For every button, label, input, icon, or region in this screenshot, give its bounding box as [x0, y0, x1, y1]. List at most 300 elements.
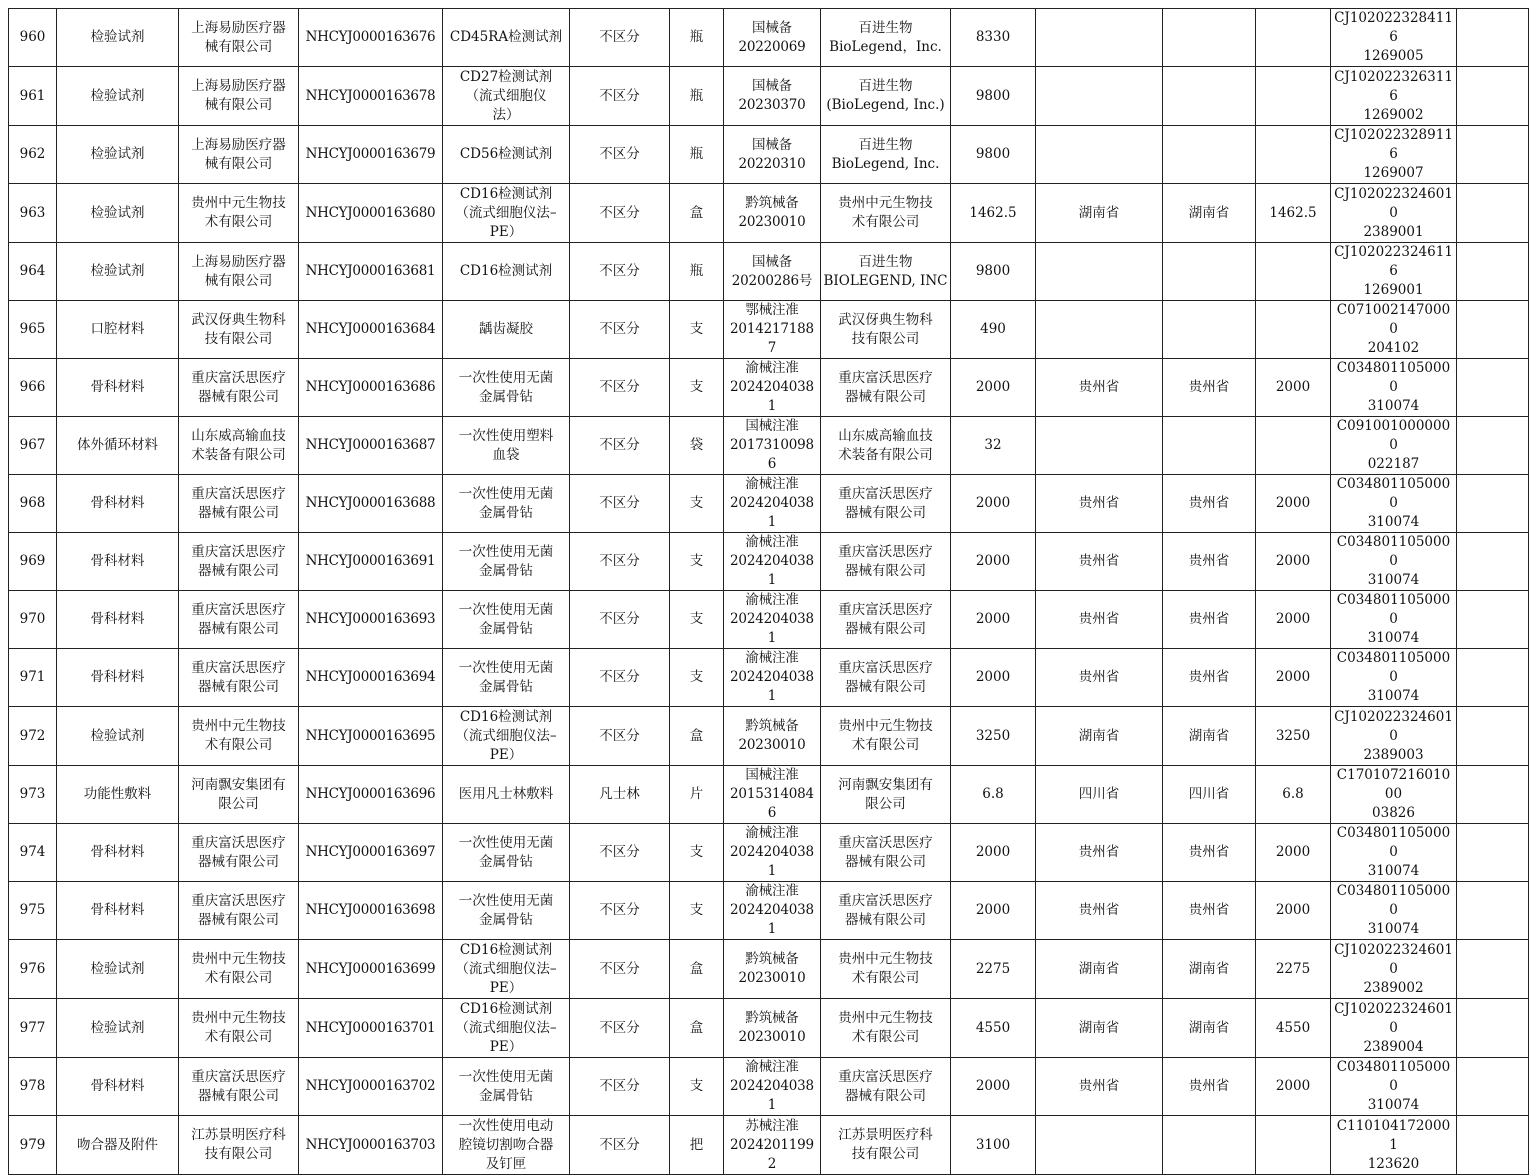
unit-cell: 袋 [670, 417, 724, 475]
province-cell-2: 湖南省 [1163, 999, 1256, 1058]
unit-cell: 盒 [670, 707, 724, 766]
classification-code-cell: C0910010000000 022187 [1331, 417, 1457, 475]
province-cell [1036, 1116, 1163, 1175]
registration-cell: 渝械注准 20242040381 [724, 1058, 821, 1116]
row-number-cell: 977 [9, 999, 57, 1058]
table-row [9, 184, 1529, 243]
product-code-cell: NHCYJ0000163702 [299, 1058, 443, 1116]
manufacturer-cell: 贵州中元生物技 术有限公司 [821, 940, 951, 999]
classification-code-cell: CJ1020223289116 1269007 [1331, 126, 1457, 184]
company-cell: 重庆富沃思医疗 器械有限公司 [179, 824, 299, 882]
category-cell: 骨科材料 [57, 475, 179, 533]
product-name-cell: 一次性使用塑料 血袋 [443, 417, 570, 475]
product-name-cell: CD16检测试剂 （流式细胞仪法– PE） [443, 184, 570, 243]
manufacturer-cell: 江苏景明医疗科 技有限公司 [821, 1116, 951, 1175]
table-row [9, 882, 1529, 940]
classification-code-cell: C1101041720001 123620 [1331, 1116, 1457, 1175]
product-name-cell: 一次性使用无菌 金属骨钻 [443, 591, 570, 649]
empty-cell [1457, 359, 1529, 417]
company-cell: 上海易励医疗器 械有限公司 [179, 9, 299, 67]
manufacturer-cell: 贵州中元生物技 术有限公司 [821, 999, 951, 1058]
unit-cell: 把 [670, 1116, 724, 1175]
province-cell [1036, 126, 1163, 184]
row-number-cell: 966 [9, 359, 57, 417]
province-cell-2 [1163, 126, 1256, 184]
manufacturer-cell: 百进生物 (BioLegend, Inc.) [821, 67, 951, 126]
manufacturer-cell: 河南飘安集团有 限公司 [821, 766, 951, 824]
classification-code-cell: CJ1020223246116 1269001 [1331, 243, 1457, 301]
spec-cell: 不区分 [570, 1116, 670, 1175]
category-cell: 检验试剂 [57, 67, 179, 126]
province-cell-2: 贵州省 [1163, 359, 1256, 417]
unit-cell: 瓶 [670, 126, 724, 184]
empty-cell [1457, 591, 1529, 649]
empty-cell [1457, 1058, 1529, 1116]
product-code-cell: NHCYJ0000163693 [299, 591, 443, 649]
product-name-cell: 一次性使用无菌 金属骨钻 [443, 359, 570, 417]
table-row [9, 940, 1529, 999]
province-price-cell [1256, 67, 1331, 126]
unit-cell: 支 [670, 1058, 724, 1116]
row-number-cell: 963 [9, 184, 57, 243]
product-name-cell: CD27检测试剂 （流式细胞仪 法） [443, 67, 570, 126]
price-cell: 2000 [951, 475, 1036, 533]
spec-cell: 不区分 [570, 359, 670, 417]
province-cell-2: 贵州省 [1163, 533, 1256, 591]
empty-cell [1457, 126, 1529, 184]
province-price-cell: 4550 [1256, 999, 1331, 1058]
row-number-cell: 962 [9, 126, 57, 184]
price-cell: 2000 [951, 1058, 1036, 1116]
empty-cell [1457, 707, 1529, 766]
classification-code-cell: C0348011050000 310074 [1331, 591, 1457, 649]
row-number-cell: 964 [9, 243, 57, 301]
province-price-cell: 6.8 [1256, 766, 1331, 824]
classification-code-cell: C0348011050000 310074 [1331, 649, 1457, 707]
company-cell: 贵州中元生物技 术有限公司 [179, 184, 299, 243]
unit-cell: 支 [670, 475, 724, 533]
registration-cell: 国械备 20200286号 [724, 243, 821, 301]
product-code-cell: NHCYJ0000163703 [299, 1116, 443, 1175]
province-cell: 贵州省 [1036, 533, 1163, 591]
table-row [9, 67, 1529, 126]
registration-cell: 渝械注准 20242040381 [724, 359, 821, 417]
spec-cell: 不区分 [570, 999, 670, 1058]
registration-cell: 黔筑械备 20230010 [724, 999, 821, 1058]
province-price-cell [1256, 9, 1331, 67]
province-cell-2: 贵州省 [1163, 882, 1256, 940]
unit-cell: 支 [670, 649, 724, 707]
product-name-cell: CD16检测试剂 （流式细胞仪法– PE） [443, 999, 570, 1058]
province-cell: 湖南省 [1036, 940, 1163, 999]
province-price-cell [1256, 243, 1331, 301]
registration-cell: 国械备 20220069 [724, 9, 821, 67]
registration-cell: 黔筑械备 20230010 [724, 707, 821, 766]
table-row [9, 766, 1529, 824]
spec-cell: 不区分 [570, 417, 670, 475]
category-cell: 检验试剂 [57, 999, 179, 1058]
company-cell: 上海易励医疗器 械有限公司 [179, 243, 299, 301]
empty-cell [1457, 999, 1529, 1058]
spec-cell: 不区分 [570, 243, 670, 301]
company-cell: 贵州中元生物技 术有限公司 [179, 707, 299, 766]
empty-cell [1457, 301, 1529, 359]
empty-cell [1457, 184, 1529, 243]
unit-cell: 支 [670, 533, 724, 591]
unit-cell: 瓶 [670, 9, 724, 67]
province-price-cell [1256, 417, 1331, 475]
row-number-cell: 978 [9, 1058, 57, 1116]
price-cell: 2000 [951, 824, 1036, 882]
registration-cell: 渝械注准 20242040381 [724, 475, 821, 533]
table-row [9, 533, 1529, 591]
company-cell: 江苏景明医疗科 技有限公司 [179, 1116, 299, 1175]
company-cell: 山东威高输血技 术装备有限公司 [179, 417, 299, 475]
product-code-cell: NHCYJ0000163680 [299, 184, 443, 243]
company-cell: 贵州中元生物技 术有限公司 [179, 940, 299, 999]
manufacturer-cell: 百进生物 BioLegend，Inc. [821, 9, 951, 67]
category-cell: 功能性敷料 [57, 766, 179, 824]
registration-cell: 国械注准 20153140846 [724, 766, 821, 824]
unit-cell: 支 [670, 882, 724, 940]
registration-cell: 国械注准 20173100986 [724, 417, 821, 475]
province-cell-2: 贵州省 [1163, 475, 1256, 533]
empty-cell [1457, 766, 1529, 824]
manufacturer-cell: 重庆富沃思医疗 器械有限公司 [821, 824, 951, 882]
manufacturer-cell: 重庆富沃思医疗 器械有限公司 [821, 1058, 951, 1116]
company-cell: 重庆富沃思医疗 器械有限公司 [179, 649, 299, 707]
empty-cell [1457, 649, 1529, 707]
row-number-cell: 960 [9, 9, 57, 67]
price-cell: 3100 [951, 1116, 1036, 1175]
price-cell: 32 [951, 417, 1036, 475]
company-cell: 重庆富沃思医疗 器械有限公司 [179, 359, 299, 417]
classification-code-cell: CJ1020223246010 2389002 [1331, 940, 1457, 999]
product-name-cell: 一次性使用无菌 金属骨钻 [443, 475, 570, 533]
product-name-cell: 一次性使用无菌 金属骨钻 [443, 533, 570, 591]
category-cell: 骨科材料 [57, 824, 179, 882]
price-cell: 9800 [951, 67, 1036, 126]
manufacturer-cell: 武汉伢典生物科 技有限公司 [821, 301, 951, 359]
unit-cell: 盒 [670, 999, 724, 1058]
row-number-cell: 969 [9, 533, 57, 591]
product-name-cell: 一次性使用电动 腔镜切割吻合器 及钉匣 [443, 1116, 570, 1175]
registration-cell: 黔筑械备 20230010 [724, 184, 821, 243]
province-price-cell: 2000 [1256, 359, 1331, 417]
manufacturer-cell: 重庆富沃思医疗 器械有限公司 [821, 359, 951, 417]
spec-cell: 不区分 [570, 649, 670, 707]
price-cell: 9800 [951, 126, 1036, 184]
category-cell: 骨科材料 [57, 359, 179, 417]
row-number-cell: 968 [9, 475, 57, 533]
table-row [9, 824, 1529, 882]
classification-code-cell: C0710021470000 204102 [1331, 301, 1457, 359]
row-number-cell: 970 [9, 591, 57, 649]
classification-code-cell: CJ1020223284116 1269005 [1331, 9, 1457, 67]
category-cell: 骨科材料 [57, 649, 179, 707]
price-cell: 8330 [951, 9, 1036, 67]
empty-cell [1457, 940, 1529, 999]
province-cell-2: 四川省 [1163, 766, 1256, 824]
row-number-cell: 961 [9, 67, 57, 126]
unit-cell: 支 [670, 824, 724, 882]
spec-cell: 不区分 [570, 707, 670, 766]
province-cell [1036, 301, 1163, 359]
classification-code-cell: C0348011050000 310074 [1331, 1058, 1457, 1116]
spec-cell: 不区分 [570, 9, 670, 67]
table-row [9, 1058, 1529, 1116]
product-code-cell: NHCYJ0000163691 [299, 533, 443, 591]
price-cell: 2000 [951, 649, 1036, 707]
product-code-cell: NHCYJ0000163681 [299, 243, 443, 301]
product-code-cell: NHCYJ0000163679 [299, 126, 443, 184]
registration-cell: 国械备 20230370 [724, 67, 821, 126]
registration-cell: 黔筑械备 20230010 [724, 940, 821, 999]
classification-code-cell: C0348011050000 310074 [1331, 824, 1457, 882]
province-price-cell [1256, 301, 1331, 359]
row-number-cell: 967 [9, 417, 57, 475]
table-row [9, 243, 1529, 301]
classification-code-cell: C17010721601000 03826 [1331, 766, 1457, 824]
spec-cell: 不区分 [570, 940, 670, 999]
unit-cell: 支 [670, 301, 724, 359]
province-cell: 湖南省 [1036, 999, 1163, 1058]
company-cell: 上海易励医疗器 械有限公司 [179, 67, 299, 126]
empty-cell [1457, 475, 1529, 533]
price-cell: 6.8 [951, 766, 1036, 824]
product-code-cell: NHCYJ0000163694 [299, 649, 443, 707]
manufacturer-cell: 重庆富沃思医疗 器械有限公司 [821, 591, 951, 649]
category-cell: 检验试剂 [57, 940, 179, 999]
table-row [9, 707, 1529, 766]
registration-cell: 渝械注准 20242040381 [724, 882, 821, 940]
province-cell-2: 湖南省 [1163, 940, 1256, 999]
classification-code-cell: CJ1020223246010 2389003 [1331, 707, 1457, 766]
product-name-cell: CD45RA检测试剂 [443, 9, 570, 67]
table-row [9, 649, 1529, 707]
province-cell-2 [1163, 67, 1256, 126]
manufacturer-cell: 贵州中元生物技 术有限公司 [821, 707, 951, 766]
unit-cell: 瓶 [670, 243, 724, 301]
classification-code-cell: CJ1020223246010 2389001 [1331, 184, 1457, 243]
classification-code-cell: CJ1020223246010 2389004 [1331, 999, 1457, 1058]
price-cell: 2275 [951, 940, 1036, 999]
province-cell: 湖南省 [1036, 184, 1163, 243]
registration-cell: 鄂械注准 20142171887 [724, 301, 821, 359]
province-cell-2: 湖南省 [1163, 184, 1256, 243]
province-cell: 四川省 [1036, 766, 1163, 824]
spec-cell: 凡士林 [570, 766, 670, 824]
price-cell: 2000 [951, 882, 1036, 940]
company-cell: 重庆富沃思医疗 器械有限公司 [179, 533, 299, 591]
unit-cell: 支 [670, 591, 724, 649]
unit-cell: 片 [670, 766, 724, 824]
province-cell: 贵州省 [1036, 475, 1163, 533]
manufacturer-cell: 贵州中元生物技 术有限公司 [821, 184, 951, 243]
province-price-cell: 2000 [1256, 1058, 1331, 1116]
province-cell [1036, 67, 1163, 126]
row-number-cell: 974 [9, 824, 57, 882]
manufacturer-cell: 山东威高输血技 术装备有限公司 [821, 417, 951, 475]
category-cell: 检验试剂 [57, 126, 179, 184]
table-row [9, 9, 1529, 67]
product-code-cell: NHCYJ0000163698 [299, 882, 443, 940]
product-code-cell: NHCYJ0000163686 [299, 359, 443, 417]
product-name-cell: 龋齿凝胶 [443, 301, 570, 359]
company-cell: 重庆富沃思医疗 器械有限公司 [179, 475, 299, 533]
product-code-cell: NHCYJ0000163701 [299, 999, 443, 1058]
province-cell: 贵州省 [1036, 649, 1163, 707]
province-price-cell: 2000 [1256, 533, 1331, 591]
province-price-cell: 3250 [1256, 707, 1331, 766]
province-cell-2 [1163, 417, 1256, 475]
registration-cell: 苏械注准 20242011992 [724, 1116, 821, 1175]
table-row [9, 1116, 1529, 1175]
table-row [9, 126, 1529, 184]
company-cell: 重庆富沃思医疗 器械有限公司 [179, 882, 299, 940]
product-name-cell: CD16检测试剂 （流式细胞仪法– PE） [443, 940, 570, 999]
table-row [9, 475, 1529, 533]
province-cell: 贵州省 [1036, 359, 1163, 417]
manufacturer-cell: 重庆富沃思医疗 器械有限公司 [821, 533, 951, 591]
product-name-cell: 一次性使用无菌 金属骨钻 [443, 1058, 570, 1116]
province-cell-2: 贵州省 [1163, 1058, 1256, 1116]
table-row [9, 359, 1529, 417]
empty-cell [1457, 243, 1529, 301]
price-cell: 1462.5 [951, 184, 1036, 243]
product-table [8, 8, 1529, 1175]
table-row [9, 301, 1529, 359]
registration-cell: 渝械注准 20242040381 [724, 824, 821, 882]
province-cell-2 [1163, 1116, 1256, 1175]
product-code-cell: NHCYJ0000163695 [299, 707, 443, 766]
province-cell: 贵州省 [1036, 824, 1163, 882]
company-cell: 武汉伢典生物科 技有限公司 [179, 301, 299, 359]
registration-cell: 渝械注准 20242040381 [724, 649, 821, 707]
product-code-cell: NHCYJ0000163688 [299, 475, 443, 533]
province-cell [1036, 9, 1163, 67]
spec-cell: 不区分 [570, 126, 670, 184]
unit-cell: 瓶 [670, 67, 724, 126]
empty-cell [1457, 1116, 1529, 1175]
province-cell-2: 贵州省 [1163, 591, 1256, 649]
province-cell-2 [1163, 243, 1256, 301]
product-code-cell: NHCYJ0000163687 [299, 417, 443, 475]
spec-cell: 不区分 [570, 591, 670, 649]
empty-cell [1457, 9, 1529, 67]
table-row [9, 999, 1529, 1058]
empty-cell [1457, 882, 1529, 940]
province-cell-2: 贵州省 [1163, 824, 1256, 882]
company-cell: 河南飘安集团有 限公司 [179, 766, 299, 824]
unit-cell: 盒 [670, 184, 724, 243]
registration-cell: 国械备 20220310 [724, 126, 821, 184]
registration-cell: 渝械注准 20242040381 [724, 591, 821, 649]
empty-cell [1457, 824, 1529, 882]
product-name-cell: 一次性使用无菌 金属骨钻 [443, 824, 570, 882]
province-cell: 贵州省 [1036, 1058, 1163, 1116]
spec-cell: 不区分 [570, 475, 670, 533]
spec-cell: 不区分 [570, 1058, 670, 1116]
empty-cell [1457, 533, 1529, 591]
company-cell: 重庆富沃思医疗 器械有限公司 [179, 1058, 299, 1116]
province-cell-2: 贵州省 [1163, 649, 1256, 707]
spec-cell: 不区分 [570, 882, 670, 940]
row-number-cell: 979 [9, 1116, 57, 1175]
row-number-cell: 972 [9, 707, 57, 766]
province-price-cell [1256, 1116, 1331, 1175]
category-cell: 检验试剂 [57, 9, 179, 67]
product-name-cell: 一次性使用无菌 金属骨钻 [443, 882, 570, 940]
product-code-cell: NHCYJ0000163678 [299, 67, 443, 126]
category-cell: 吻合器及附件 [57, 1116, 179, 1175]
classification-code-cell: C0348011050000 310074 [1331, 475, 1457, 533]
price-cell: 490 [951, 301, 1036, 359]
manufacturer-cell: 重庆富沃思医疗 器械有限公司 [821, 882, 951, 940]
row-number-cell: 973 [9, 766, 57, 824]
category-cell: 骨科材料 [57, 591, 179, 649]
spec-cell: 不区分 [570, 67, 670, 126]
province-price-cell: 2000 [1256, 591, 1331, 649]
spec-cell: 不区分 [570, 184, 670, 243]
province-cell-2 [1163, 9, 1256, 67]
category-cell: 体外循环材料 [57, 417, 179, 475]
product-name-cell: CD16检测试剂 （流式细胞仪法– PE） [443, 707, 570, 766]
spec-cell: 不区分 [570, 301, 670, 359]
province-cell: 湖南省 [1036, 707, 1163, 766]
classification-code-cell: C0348011050000 310074 [1331, 882, 1457, 940]
product-name-cell: 医用凡士林敷料 [443, 766, 570, 824]
product-name-cell: CD16检测试剂 [443, 243, 570, 301]
unit-cell: 盒 [670, 940, 724, 999]
row-number-cell: 971 [9, 649, 57, 707]
table-row [9, 417, 1529, 475]
product-code-cell: NHCYJ0000163699 [299, 940, 443, 999]
table-row [9, 591, 1529, 649]
province-price-cell: 2000 [1256, 882, 1331, 940]
registration-cell: 渝械注准 20242040381 [724, 533, 821, 591]
province-cell-2 [1163, 301, 1256, 359]
empty-cell [1457, 417, 1529, 475]
province-price-cell: 2000 [1256, 824, 1331, 882]
province-price-cell: 1462.5 [1256, 184, 1331, 243]
category-cell: 检验试剂 [57, 184, 179, 243]
table-body [9, 9, 1529, 1175]
row-number-cell: 976 [9, 940, 57, 999]
row-number-cell: 965 [9, 301, 57, 359]
price-cell: 4550 [951, 999, 1036, 1058]
manufacturer-cell: 重庆富沃思医疗 器械有限公司 [821, 649, 951, 707]
unit-cell: 支 [670, 359, 724, 417]
price-cell: 2000 [951, 591, 1036, 649]
company-cell: 贵州中元生物技 术有限公司 [179, 999, 299, 1058]
province-price-cell [1256, 126, 1331, 184]
category-cell: 骨科材料 [57, 882, 179, 940]
manufacturer-cell: 百进生物 BioLegend, Inc. [821, 126, 951, 184]
spec-cell: 不区分 [570, 533, 670, 591]
province-cell: 贵州省 [1036, 591, 1163, 649]
price-cell: 3250 [951, 707, 1036, 766]
category-cell: 口腔材料 [57, 301, 179, 359]
province-price-cell: 2000 [1256, 475, 1331, 533]
product-name-cell: 一次性使用无菌 金属骨钻 [443, 649, 570, 707]
company-cell: 重庆富沃思医疗 器械有限公司 [179, 591, 299, 649]
category-cell: 骨科材料 [57, 1058, 179, 1116]
product-code-cell: NHCYJ0000163696 [299, 766, 443, 824]
classification-code-cell: CJ1020223263116 1269002 [1331, 67, 1457, 126]
manufacturer-cell: 百进生物 BIOLEGEND, INC [821, 243, 951, 301]
price-cell: 2000 [951, 359, 1036, 417]
